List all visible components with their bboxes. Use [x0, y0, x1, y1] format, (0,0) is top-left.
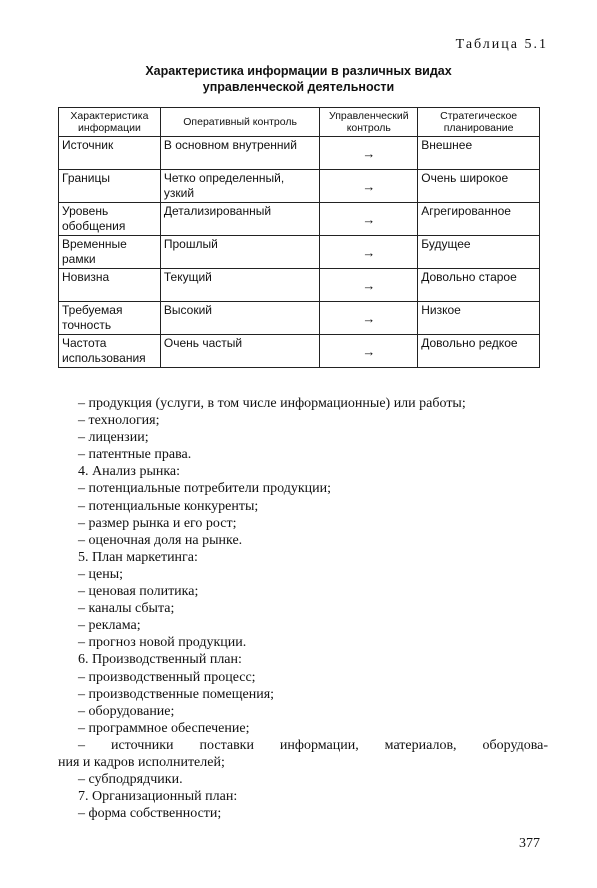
- text-line: – ценовая политика;: [78, 584, 199, 600]
- text-line: – цены;: [78, 566, 123, 582]
- table-number-label: Таблица 5.1: [455, 37, 548, 52]
- cell-managerial-arrow: →: [320, 236, 418, 269]
- cell-operational: Прошлый: [160, 236, 320, 269]
- cell-characteristic: Источник: [59, 137, 161, 170]
- table-title: [0, 63, 597, 95]
- cell-characteristic: Границы: [59, 170, 161, 203]
- cell-managerial-arrow: →: [320, 269, 418, 302]
- cell-strategic: Внешнее: [418, 137, 540, 170]
- cell-managerial-arrow: →: [320, 203, 418, 236]
- text-line: – форма собственности;: [78, 806, 222, 822]
- body-text: [58, 395, 548, 822]
- table-title-line-2: управленческой деятельности: [202, 80, 395, 94]
- column-header-strategic: Стратегическое планирование: [418, 108, 540, 137]
- section-heading: 7. Организационный план:: [78, 789, 238, 805]
- text-line: – патентные права.: [78, 447, 192, 463]
- text-line: – лицензии;: [78, 430, 149, 446]
- cell-strategic: Довольно старое: [418, 269, 540, 302]
- table-row: [59, 137, 540, 170]
- cell-characteristic: Уровень обобщения: [59, 203, 161, 236]
- text-line: – оценочная доля на рынке.: [78, 532, 243, 548]
- table-title-line-1: Характеристика информации в различных видах: [145, 64, 452, 78]
- page-number: 377: [519, 836, 540, 851]
- cell-operational: Высокий: [160, 302, 320, 335]
- text-line: – потенциальные конкуренты;: [78, 498, 259, 514]
- text-line: – реклама;: [78, 618, 141, 634]
- table-row: [59, 203, 540, 236]
- text-line: – программное обеспечение;: [78, 720, 250, 736]
- cell-strategic: Низкое: [418, 302, 540, 335]
- cell-strategic: Очень широкое: [418, 170, 540, 203]
- cell-characteristic: Новизна: [59, 269, 161, 302]
- text-line: – технология;: [78, 413, 160, 429]
- text-line: – потенциальные потребители продукции;: [78, 481, 332, 497]
- cell-operational: Четко определенный, узкий: [160, 170, 320, 203]
- cell-operational: Текущий: [160, 269, 320, 302]
- text-line: – прогноз новой продукции.: [78, 635, 247, 651]
- text-line: – производственный процесс;: [78, 669, 256, 685]
- section-heading: 4. Анализ рынка:: [78, 464, 181, 480]
- cell-strategic: Агрегированное: [418, 203, 540, 236]
- cell-managerial-arrow: →: [320, 170, 418, 203]
- column-header-operational: Оперативный контроль: [160, 108, 320, 137]
- cell-strategic: Будущее: [418, 236, 540, 269]
- cell-strategic: Довольно редкое: [418, 335, 540, 368]
- text-line-continuation: ния и кадров исполнителей;: [58, 754, 225, 770]
- text-line: – размер рынка и его рост;: [78, 515, 237, 531]
- table-row: [59, 302, 540, 335]
- cell-operational: Очень частый: [160, 335, 320, 368]
- cell-managerial-arrow: →: [320, 137, 418, 170]
- table-row: [59, 335, 540, 368]
- cell-operational: В основном внутренний: [160, 137, 320, 170]
- section-heading: 6. Производственный план:: [78, 652, 242, 668]
- table-header-row: [59, 108, 540, 137]
- cell-managerial-arrow: →: [320, 335, 418, 368]
- cell-characteristic: Частота использования: [59, 335, 161, 368]
- text-line: – субподрядчики.: [78, 772, 183, 788]
- information-characteristics-table: [58, 107, 540, 368]
- cell-managerial-arrow: →: [320, 302, 418, 335]
- table-row: [59, 170, 540, 203]
- cell-operational: Детализированный: [160, 203, 320, 236]
- text-line: – источники поставки информации, материалов, оборудова-: [78, 737, 548, 753]
- section-heading: 5. План маркетинга:: [78, 549, 198, 565]
- text-line: – каналы сбыта;: [78, 601, 175, 617]
- text-line: – продукция (услуги, в том числе информационные) или работы;: [78, 396, 466, 411]
- table-row: [59, 269, 540, 302]
- table-row: [59, 236, 540, 269]
- cell-characteristic: Требуемая точность: [59, 302, 161, 335]
- text-line: – оборудование;: [78, 703, 175, 719]
- column-header-managerial: Управленческий контроль: [320, 108, 418, 137]
- column-header-characteristic: Характеристика информации: [59, 108, 161, 137]
- text-line: – производственные помещения;: [78, 686, 275, 702]
- cell-characteristic: Временные рамки: [59, 236, 161, 269]
